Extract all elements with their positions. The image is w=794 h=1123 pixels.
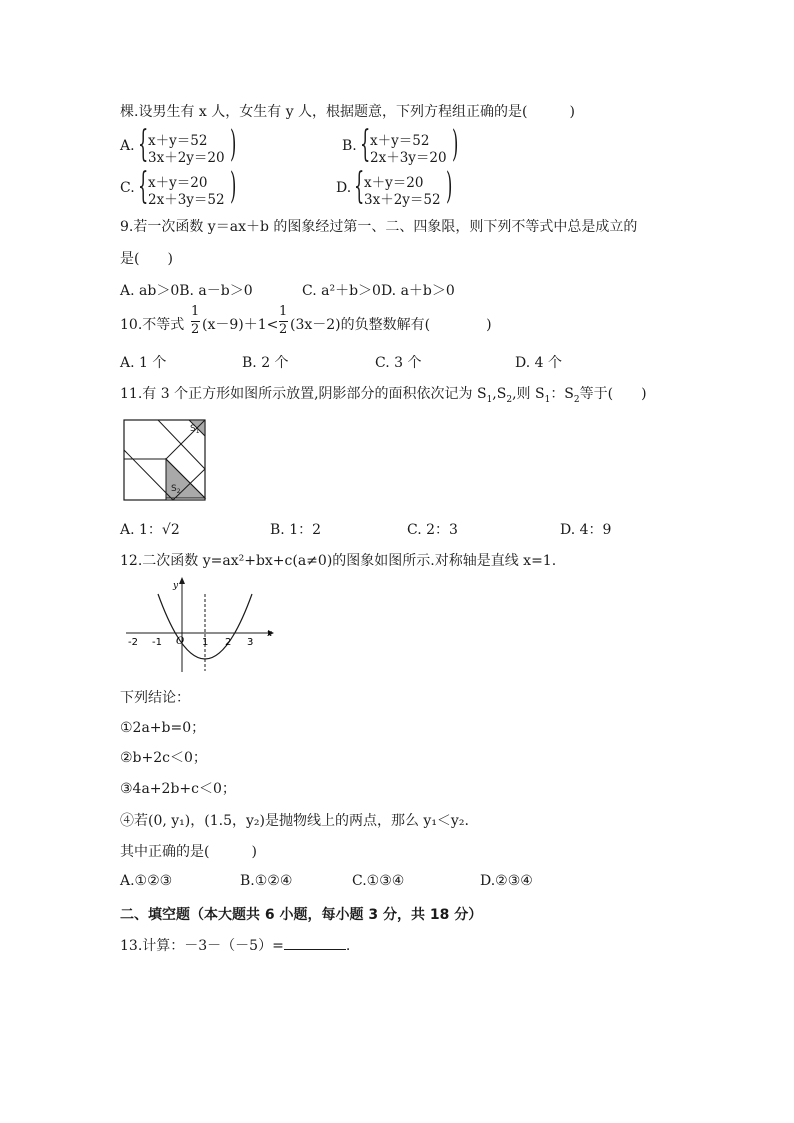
q12-conclusion-2: ②b+2c＜0； [120,750,207,766]
axis-x-label: x [267,629,273,639]
q11-stem: 11.有 3 个正方形如图所示放置,阴影部分的面积依次记为 $S_1,S_2$,则 $S_1$：$S_2$等于( ) [120,386,647,405]
q10-option-b: B. 2 个 [242,355,289,371]
q10-fraction-2 [279,304,289,340]
q12-conclusions-title: 下列结论： [120,690,190,706]
equation-2: 2x＋3y＝20 [370,150,447,166]
q8-option-c-system [138,166,238,208]
right-paren-icon: ) [230,166,237,207]
q12-ask: 其中正确的是( ) [120,844,257,860]
q9-options-c-d: C. a²＋b＞0D. a＋b＞0 [302,283,455,299]
q12-conclusion-1: ①2a+b=0； [120,720,206,736]
q8-option-b-letter: B. [342,138,357,154]
q12-conclusion-3: ③4a+2b+c＜0； [120,781,236,797]
right-paren-icon: ) [452,124,459,165]
q11-option-c: C. 2：3 [407,522,458,538]
section-heading: 二、填空题（本大题共 6 小题，每小题 3 分，共 18 分） [120,907,483,923]
q10-fraction-1 [191,304,201,340]
equation-2: 3x＋2y＝20 [148,150,225,166]
q10-prefix: 10.不等式 [120,317,185,333]
q11-option-b: B. 1：2 [270,522,322,538]
q8-option-b-system [360,124,460,166]
label-s1: $S_1$ [190,424,200,435]
equation-1: x＋y＝52 [370,133,430,149]
q11-option-d: D. 4：9 [560,522,612,538]
q11-option-a: A. 1：√2 [120,522,180,538]
q10-option-d: D. 4 个 [515,355,562,371]
origin-label: O [176,636,185,647]
left-brace-icon: { [138,166,149,207]
tick-label: 1 [202,637,209,648]
q10-mid2: (3x－2)的负整数解有( ) [290,317,492,333]
right-paren-icon: ) [230,124,237,165]
q12-conclusion-4: ④若(0, y₁)，(1.5，y₂)是抛物线上的两点，那么 y₁＜y₂. [120,813,469,829]
fraction-numerator: 1 [191,304,200,319]
q13-text: 13.计算：－3－（－5）= [120,938,284,954]
three-squares-figure [122,418,208,502]
right-paren-icon: ) [446,166,453,207]
left-brace-icon: { [354,166,365,207]
answer-blank[interactable] [284,935,346,950]
q10-mid1: (x－9)＋1< [202,317,279,333]
q8-option-a-letter: A. [120,138,135,154]
q8-option-d-letter: D. [336,180,352,196]
tick-label: -1 [152,637,162,648]
tick-label: 3 [247,637,254,648]
q10-option-a: A. 1 个 [120,355,167,371]
fraction-denominator: 2 [279,322,288,337]
q13-question: 13.计算：－3－（－5）= . [120,935,350,955]
q12-option-b: B.①②④ [240,873,293,889]
tick-label: -2 [128,637,138,648]
left-brace-icon: { [138,124,149,165]
label-s2: $S_2$ [171,484,181,495]
q10-option-c: C. 3 个 [375,355,422,371]
y-axis-arrow-icon [179,577,185,584]
fraction-numerator: 1 [279,304,288,319]
q12-option-d: D.②③④ [480,873,533,889]
q12-option-c: C.①③④ [352,873,405,889]
left-brace-icon: { [360,124,371,165]
equation-1: x＋y＝20 [364,175,424,191]
q8-stem: 棵.设男生有 x 人，女生有 y 人，根据题意，下列方程组正确的是( ) [120,104,575,120]
tick-label: 2 [225,637,232,648]
q9-line1: 9.若一次函数 y＝ax＋b 的图象经过第一、二、四象限，则下列不等式中总是成立的 [120,219,638,235]
q12-stem: 12.二次函数 y=ax²+bx+c(a≠0)的图象如图所示.对称轴是直线 x=1. [120,553,557,569]
parabola-graph [122,574,282,674]
equation-2: 2x＋3y＝52 [148,192,225,208]
axis-y-label: y [173,581,179,591]
equation-2: 3x＋2y＝52 [364,192,441,208]
q9-options-a-b: A. ab＞0B. a－b＞0 [120,283,253,299]
q8-option-d-system [354,166,454,208]
q8-option-a-system [138,124,238,166]
equation-1: x＋y＝52 [148,133,208,149]
q8-option-c-letter: C. [120,180,135,196]
q9-line2: 是( ) [120,251,173,267]
fraction-denominator: 2 [191,322,200,337]
q12-option-a: A.①②③ [120,873,173,889]
equation-1: x＋y＝20 [148,175,208,191]
